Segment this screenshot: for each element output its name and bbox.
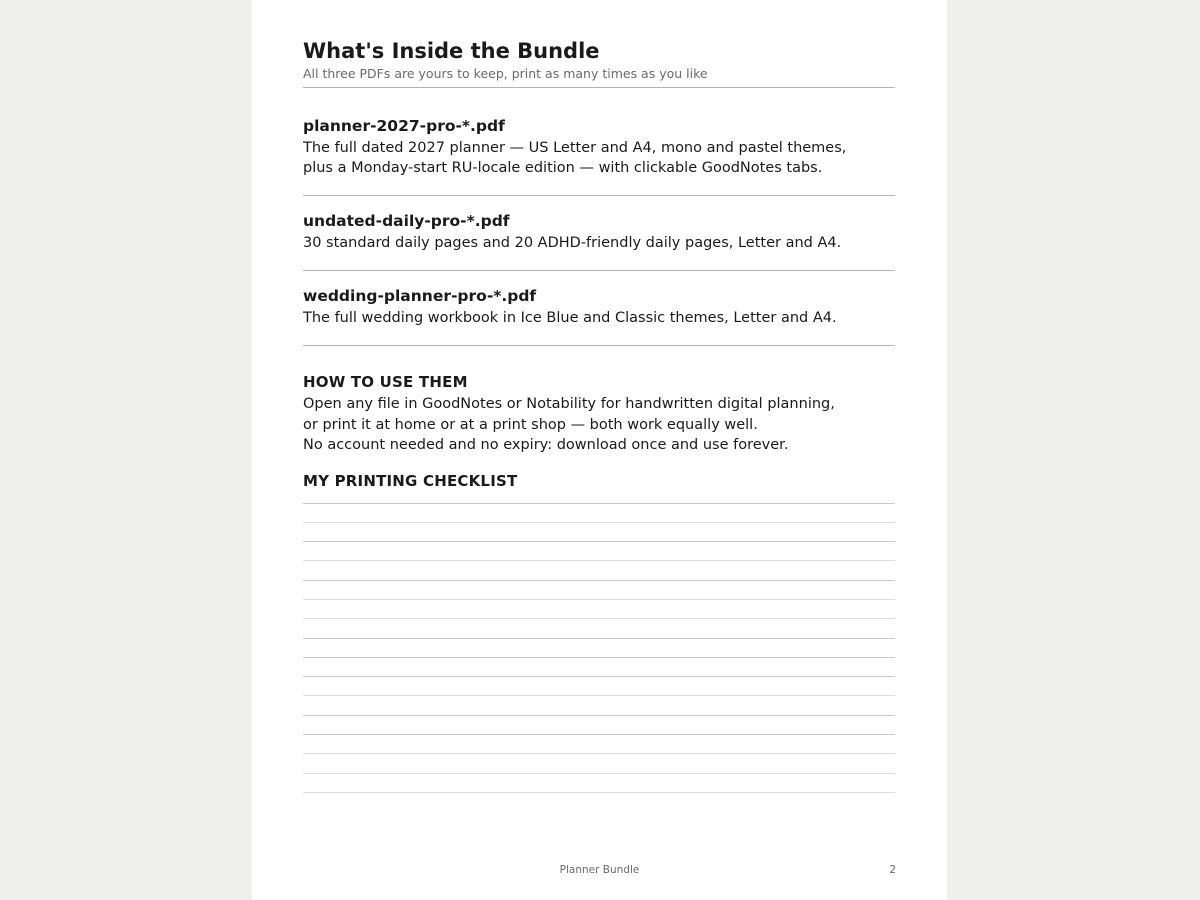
file-name: undated-daily-pro-*.pdf [303,212,510,230]
how-to-use-heading: HOW TO USE THEM [303,373,468,391]
writing-line [303,754,895,773]
writing-line [303,639,895,658]
writing-line [303,523,895,542]
file-entry-planner [303,88,895,196]
writing-line [303,581,895,600]
page-subtitle: All three PDFs are yours to keep, print as many times as you like [303,66,708,81]
file-description: 30 standard daily pages and 20 ADHD-friendly daily pages, Letter and A4. [303,235,842,251]
writing-line [303,600,895,619]
writing-line [303,735,895,754]
page-title: What's Inside the Bundle [303,39,600,63]
footer-label: Planner Bundle [559,864,640,876]
writing-line [303,497,895,504]
writing-line [303,561,895,580]
file-entry-wedding-planner [303,271,895,346]
writing-line [303,774,895,793]
checklist-heading: MY PRINTING CHECKLIST [303,471,518,490]
page-number: 2 [889,864,896,876]
writing-line [303,658,895,677]
file-entry-undated-daily [303,196,895,271]
document-page [252,0,947,900]
file-name: planner-2027-pro-*.pdf [303,117,505,135]
writing-line [303,696,895,715]
page-content [303,38,895,793]
writing-line [303,677,895,696]
writing-line [303,542,895,561]
entry-divider [303,345,895,346]
writing-line [303,619,895,638]
writing-line [303,504,895,523]
file-name: wedding-planner-pro-*.pdf [303,287,537,305]
file-description: The full dated 2027 planner — US Letter and A4, mono and pastel themes, plus a Monday-start RU-locale edition — with clickable GoodNotes tabs. [303,140,847,176]
file-description: The full wedding workbook in Ice Blue and Classic themes, Letter and A4. [303,310,837,326]
how-to-use-body: Open any file in GoodNotes or Notability for handwritten digital planning, or print it at home or at a print shop — both work equally well. No account needed and no expiry: download once and use forever. [303,396,835,453]
writing-line [303,716,895,735]
checklist-writing-lines [303,497,895,793]
